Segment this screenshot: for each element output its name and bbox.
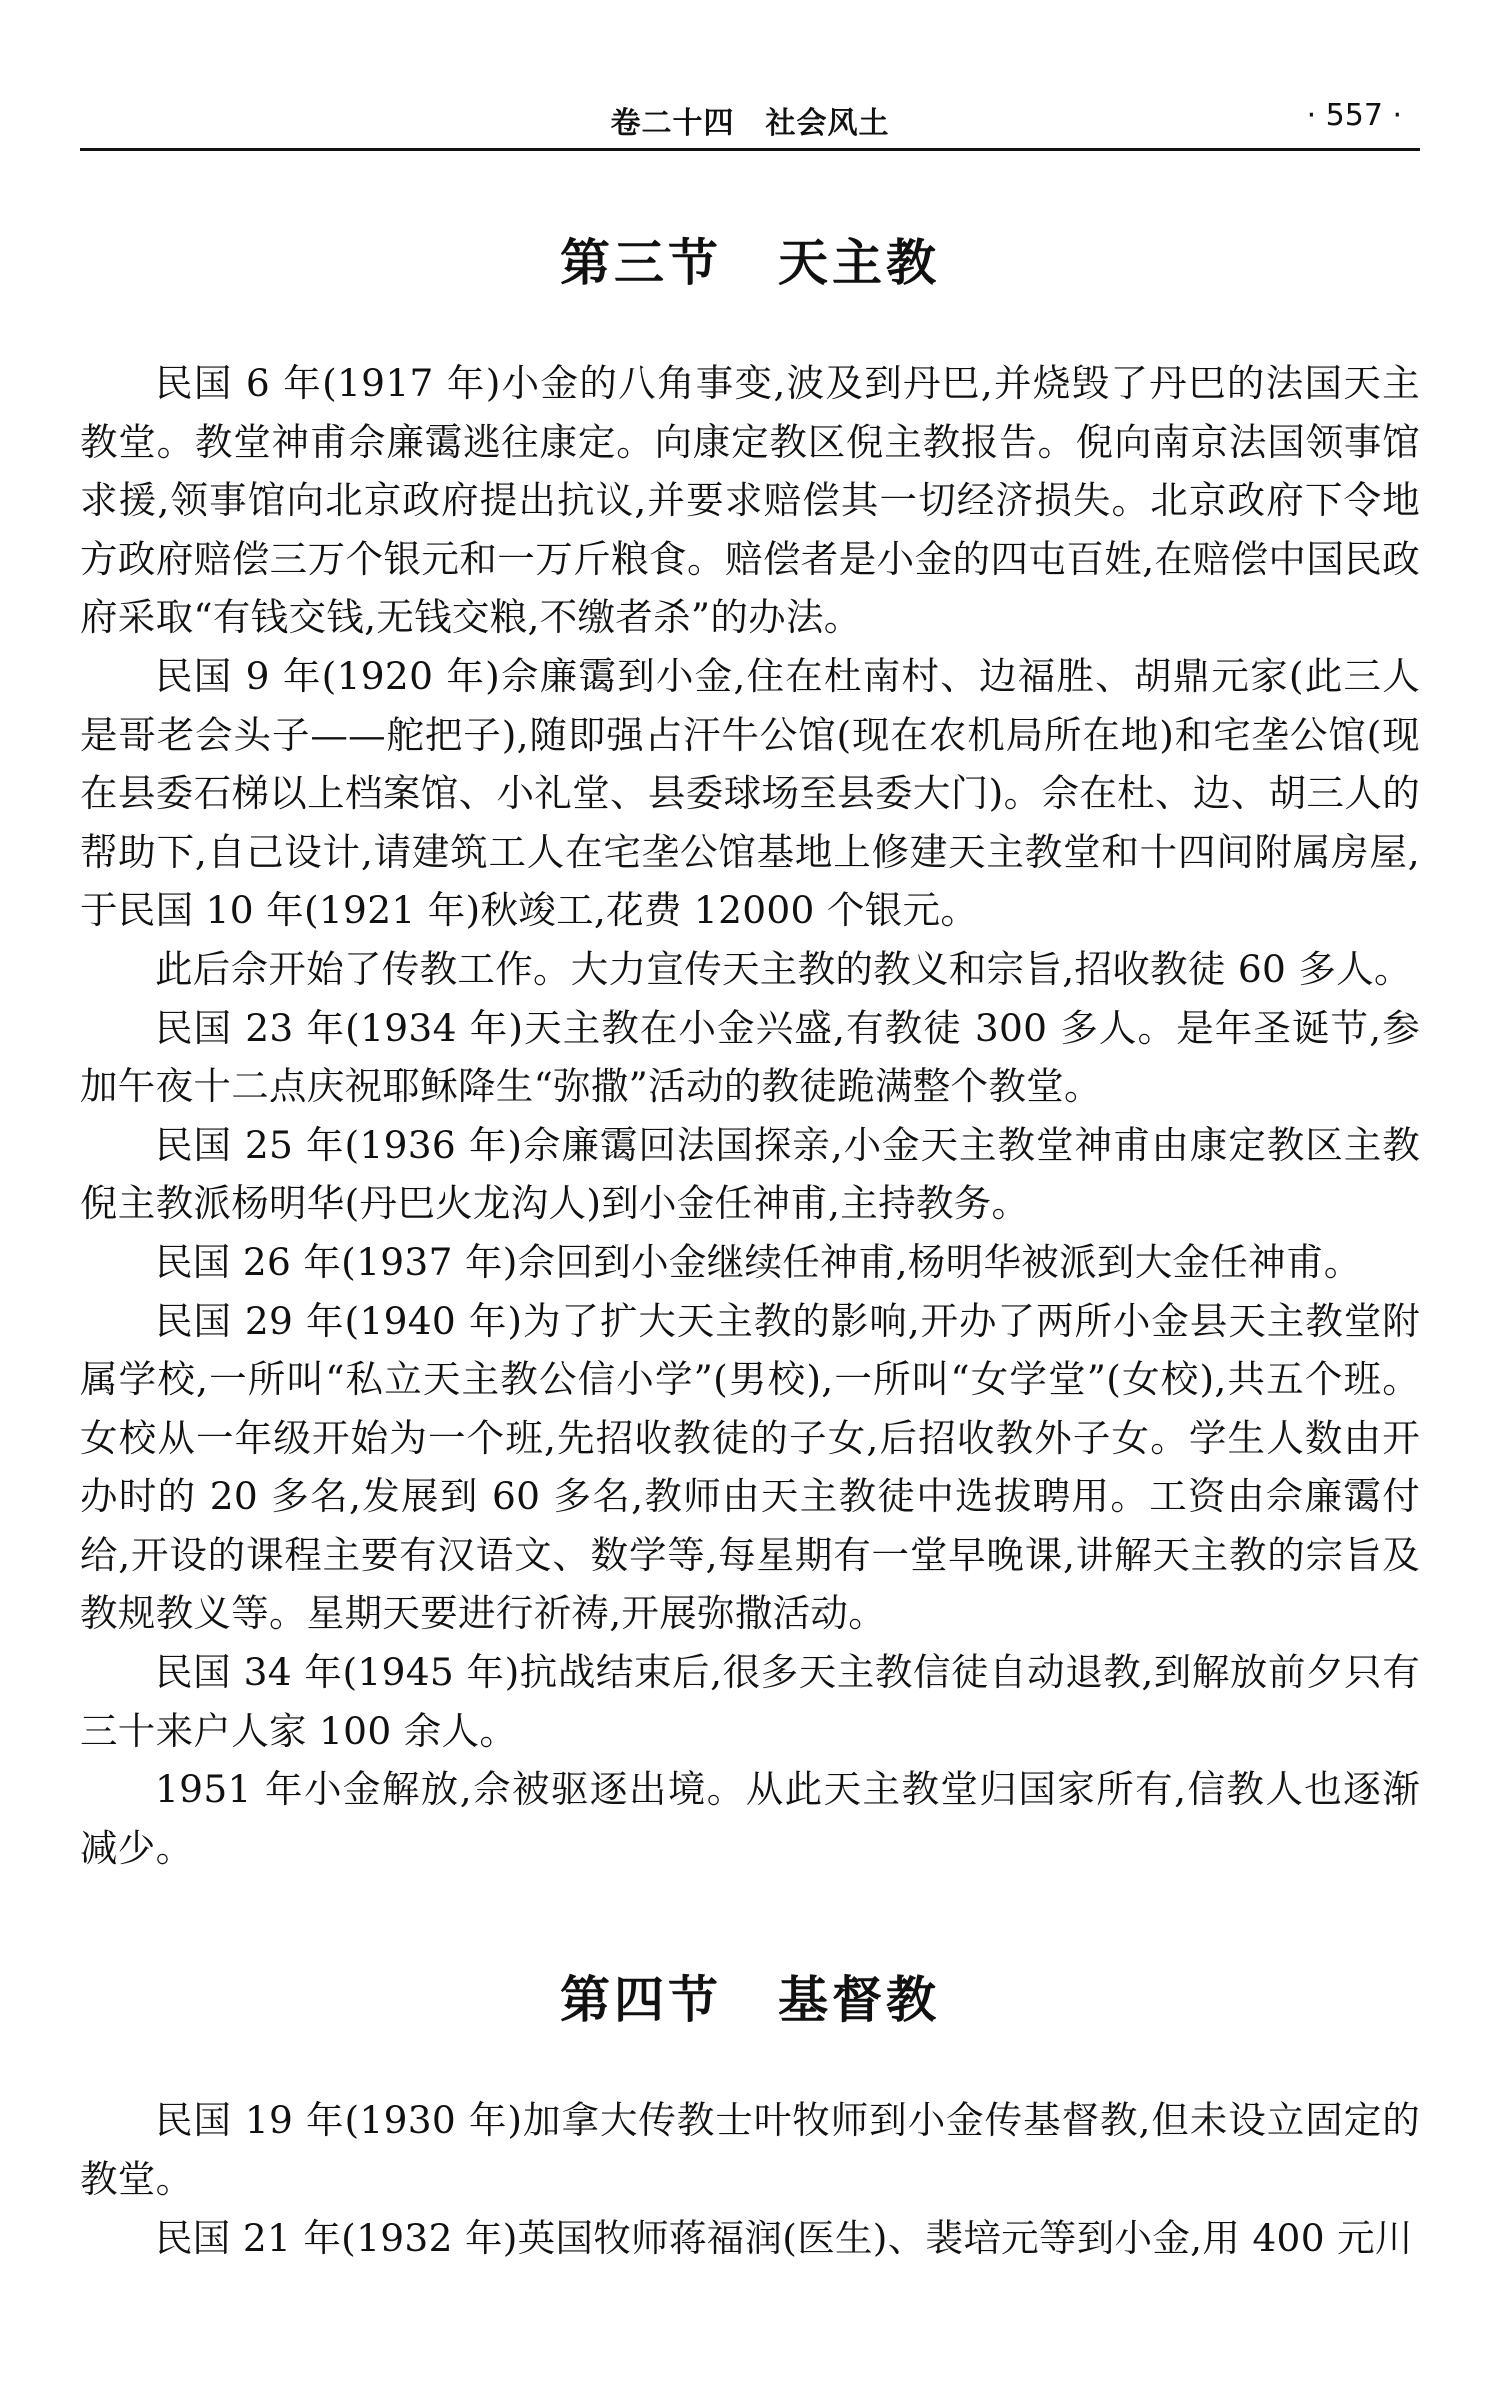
paragraph: 民国 29 年(1940 年)为了扩大天主教的影响,开办了两所小金县天主教堂附属学校,一所叫“私立天主教公信小学”(男校),一所叫“女学堂”(女校),共五个班。女校从一年级开始为一个班,先招收教徒的子女,后招收教外子女。学生人数由开办时的 20 多名,发展到 60 多名,教师由天主教徒中选拔聘用。工资由佘廉霭付给,开设的课程主要有汉语文、数学等,每星期有一堂早晚课,讲解天主教的宗旨及教规教义等。星期天要进行祈祷,开展弥撒活动。 xyxy=(80,1298,1420,1636)
paragraph: 民国 9 年(1920 年)佘廉霭到小金,住在杜南村、边福胜、胡鼎元家(此三人是哥老会头子——舵把子),随即强占汗牛公馆(现在农机局所在地)和宅垄公馆(现在县委石梯以上档案馆、小礼堂、县委球场至县委大门)。佘在杜、边、胡三人的帮助下,自己设计,请建筑工人在宅垄公馆基地上修建天主教堂和十四间附属房屋,于民国 10 年(1921 年)秋竣工,花费 12000 个银元。 xyxy=(80,653,1420,933)
section-name: 基督教 xyxy=(778,1971,940,2030)
running-header xyxy=(80,98,1420,148)
header-rule xyxy=(80,148,1420,151)
page-number: · 557 · xyxy=(1306,98,1402,133)
section-name: 天主教 xyxy=(778,234,940,292)
paragraph: 民国 25 年(1936 年)佘廉霭回法国探亲,小金天主教堂神甫由康定教区主教倪主教派杨明华(丹巴火龙沟人)到小金任神甫,主持教务。 xyxy=(80,1122,1420,1226)
paragraph: 民国 26 年(1937 年)佘回到小金继续任神甫,杨明华被派到大金任神甫。 xyxy=(155,1239,1362,1284)
paragraph: 此后佘开始了传教工作。大力宣传天主教的教义和宗旨,招收教徒 60 多人。 xyxy=(155,946,1412,991)
paragraph: 民国 23 年(1934 年)天主教在小金兴盛,有教徒 300 多人。是年圣诞节,参加午夜十二点庆祝耶稣降生“弥撒”活动的教徒跪满整个教堂。 xyxy=(80,1005,1420,1109)
section-number: 第三节 xyxy=(560,234,722,292)
paragraph: 民国 21 年(1932 年)英国牧师蒋福润(医生)、裴培元等到小金,用 400 元川 xyxy=(155,2215,1413,2260)
text-column xyxy=(80,228,1420,2267)
section-title-catholicism xyxy=(80,228,1420,298)
paragraph: 1951 年小金解放,佘被驱逐出境。从此天主教堂归国家所有,信教人也逐渐减少。 xyxy=(80,1767,1420,1870)
section-title-christianity xyxy=(80,1965,1420,2035)
paragraph: 民国 6 年(1917 年)小金的八角事变,波及到丹巴,并烧毁了丹巴的法国天主教堂。教堂神甫佘廉霭逃往康定。向康定教区倪主教报告。倪向南京法国领事馆求援,领事馆向北京政府提出抗议,并要求赔偿其一切经济损失。北京政府下令地方政府赔偿三万个银元和一万斤粮食。赔偿者是小金的四屯百姓,在赔偿中国民政府采取“有钱交钱,无钱交粮,不缴者杀”的办法。 xyxy=(80,361,1420,640)
section-number: 第四节 xyxy=(560,1971,722,2030)
running-title: 卷二十四 社会风土 xyxy=(610,106,890,141)
paragraph: 民国 19 年(1930 年)加拿大传教士叶牧师到小金传基督教,但未设立固定的教堂。 xyxy=(80,2098,1420,2202)
paragraph: 民国 34 年(1945 年)抗战结束后,很多天主教信徒自动退教,到解放前夕只有三十来户人家 100 余人。 xyxy=(80,1650,1420,1753)
